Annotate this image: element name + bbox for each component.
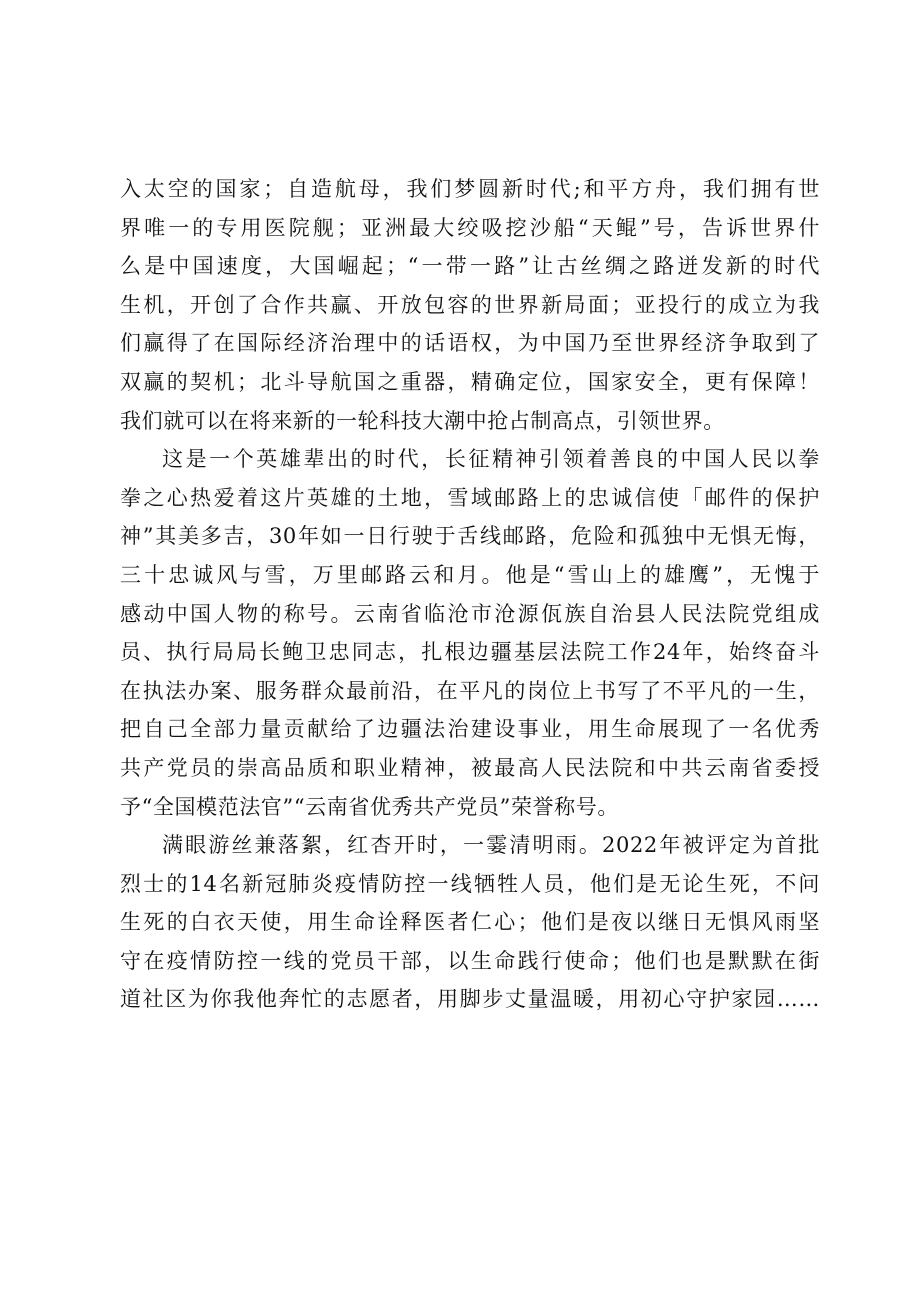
paragraph-line: 守在疫情防控一线的党员干部，以生命践行使命；他们也是默默在街: [120, 948, 820, 973]
paragraph-line: 员、执行局局长鲍卫忠同志，扎根边疆基层法院工作24年，始终奋斗: [120, 640, 820, 665]
paragraph-line: 拳之心热爱着这片英雄的土地，雪域邮路上的忠诚信使「邮件的保护: [120, 485, 820, 510]
paragraph-line: 双赢的契机；北斗导航国之重器，精确定位，国家安全，更有保障！: [120, 369, 820, 394]
paragraph-line: 予“全国模范法官”“云南省优秀共产党员”荣誉称号。: [120, 794, 619, 819]
paragraph-line: 道社区为你我他奔忙的志愿者，用脚步丈量温暖，用初心守护家园……: [120, 987, 820, 1012]
paragraph-3: [120, 826, 820, 1019]
paragraph-line: 我们就可以在将来新的一轮科技大潮中抢占制高点，引领世界。: [120, 408, 725, 433]
paragraph-line: 感动中国人物的称号。云南省临沧市沧源佤族自治县人民法院党组成: [120, 601, 820, 626]
document-body: [120, 170, 820, 1019]
paragraph-line: 入太空的国家；自造航母，我们梦圆新时代;和平方舟，我们拥有世: [120, 177, 820, 201]
paragraph-line: 生机，开创了合作共赢、开放包容的世界新局面；亚投行的成立为我: [120, 292, 820, 317]
paragraph-line: 烈士的14名新冠肺炎疫情防控一线牺牲人员，他们是无论生死，不问: [120, 871, 820, 896]
paragraph-line: 满眼游丝兼落絮，红杏开时，一霎清明雨。2022年被评定为首批: [162, 833, 820, 858]
paragraph-2: [120, 440, 820, 826]
paragraph-line: 界唯一的专用医院舰；亚洲最大绞吸挖沙船“天鲲”号，告诉世界什: [120, 215, 820, 240]
paragraph-line: 这是一个英雄辈出的时代，长征精神引领着善良的中国人民以拳: [162, 447, 820, 472]
paragraph-line: 在执法办案、服务群众最前沿，在平凡的岗位上书写了不平凡的一生，: [120, 678, 820, 703]
paragraph-line: 共产党员的崇高品质和职业精神，被最高人民法院和中共云南省委授: [120, 755, 820, 780]
paragraph-line: 生死的白衣天使，用生命诠释医者仁心；他们是夜以继日无惧风雨坚: [120, 910, 820, 935]
paragraph-line: 三十忠诚风与雪，万里邮路云和月。他是“雪山上的雄鹰”，无愧于: [120, 562, 820, 587]
paragraph-line: 神”其美多吉，30年如一日行驶于舌线邮路，危险和孤独中无惧无悔，: [120, 524, 820, 549]
paragraph-line: 们赢得了在国际经济治理中的话语权，为中国乃至世界经济争取到了: [120, 331, 820, 356]
paragraph-line: 把自己全部力量贡献给了边疆法治建设事业，用生命展现了一名优秀: [120, 717, 820, 742]
paragraph-1: [120, 170, 820, 440]
paragraph-line: 么是中国速度，大国崛起；“一带一路”让古丝绸之路迸发新的时代: [120, 254, 820, 279]
